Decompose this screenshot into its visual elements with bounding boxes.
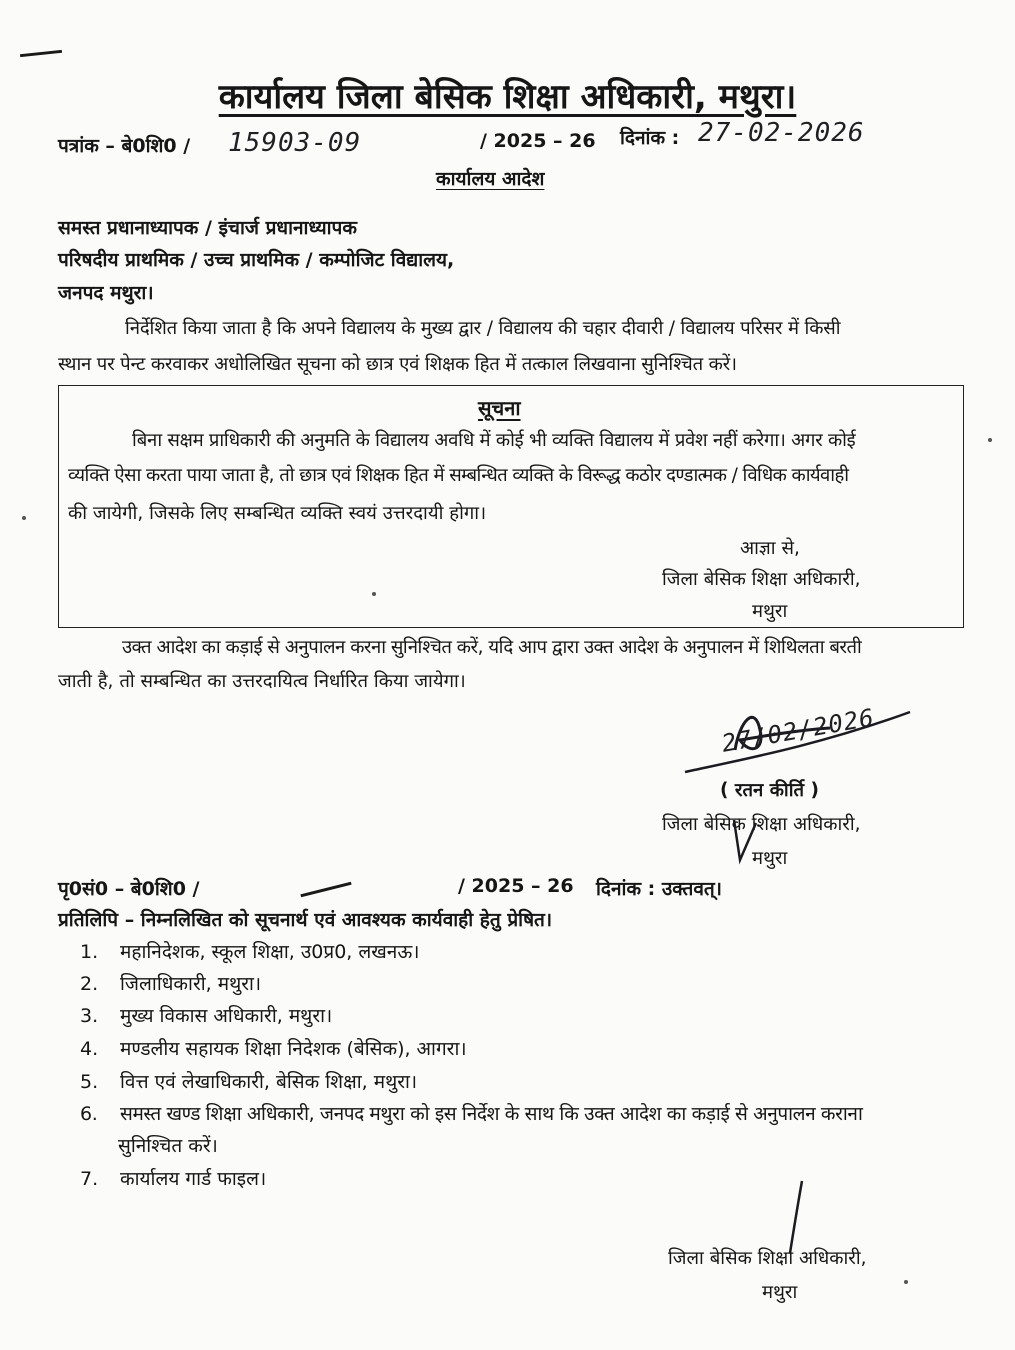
- endorsement-heading: प्रतिलिपि – निम्नलिखित को सूचनार्थ एवं आवश्यक कार्यवाही हेतु प्रेषित।: [58, 909, 553, 931]
- list-item: [80, 1035, 467, 1061]
- scan-speck: [22, 516, 26, 520]
- signatory-designation: जिला बेसिक शिक्षा अधिकारी,: [662, 814, 861, 835]
- instruction-line-2: स्थान पर पेन्ट करवाकर अधोलिखित सूचना को छात्र एवं शिक्षक हित में तत्काल लिखवाना सुनिश्चित करें।: [58, 354, 737, 375]
- office-title: कार्यालय जिला बेसिक शिक्षा अधिकारी, मथुरा।: [218, 77, 797, 117]
- list-item: [80, 1002, 332, 1028]
- notice-sign-designation: जिला बेसिक शिक्षा अधिकारी,: [662, 569, 861, 590]
- pen-mark: [20, 50, 62, 57]
- notice-sign-place: मथुरा: [752, 601, 788, 622]
- date-handwritten: 27-02-2026: [698, 118, 865, 148]
- notice-line-2: व्यक्ति ऐसा करता पाया जाता है, तो छात्र एवं शिक्षक हित में सम्बन्धित व्यक्ति के विरूद्ध कठोर दण्डात्मक / विधिक कार्यवाही: [68, 465, 849, 486]
- endorsement-session: / 2025 – 26: [458, 875, 574, 897]
- signature-handwritten-date: 27/02/2026: [719, 703, 877, 758]
- list-item-number: 6.: [80, 1103, 98, 1125]
- list-item-text: मुख्य विकास अधिकारी, मथुरा।: [120, 1005, 333, 1027]
- list-item-number: 3.: [80, 1005, 99, 1027]
- instruction-line-1: निर्देशित किया जाता है कि अपने विद्यालय के मुख्य द्वार / विद्यालय की चहार दीवारी / विद्यालय परिसर में किसी: [125, 318, 841, 339]
- list-item: [80, 938, 419, 964]
- notice-line-3: की जायेगी, जिसके लिए सम्बन्धित व्यक्ति स्वयं उत्तरदायी होगा।: [68, 503, 487, 524]
- initial-tick-mark: [722, 815, 762, 865]
- signatory-place: मथुरा: [752, 848, 788, 869]
- addressee-line-2: परिषदीय प्राथमिक / उच्च प्राथमिक / कम्पोजिट विद्यालय,: [58, 249, 455, 271]
- list-item-text: जिलाधिकारी, मथुरा।: [120, 973, 262, 995]
- signatory-name: ( रतन कीर्ति ): [720, 780, 819, 801]
- ref-label: पत्रांक – बे0शि0 /: [58, 135, 191, 157]
- list-item: [80, 1100, 862, 1126]
- list-item: [80, 1165, 266, 1191]
- compliance-line-2: जाती है, तो सम्बन्धित का उत्तरदायित्व निर्धारित किया जायेगा।: [58, 671, 466, 692]
- list-item-text: समस्त खण्ड शिक्षा अधिकारी, जनपद मथुरा को इस निर्देश के साथ कि उक्त आदेश का कड़ाई से अनुपालन कराना: [120, 1103, 863, 1125]
- addressee-line-1: समस्त प्रधानाध्यापक / इंचार्ज प्रधानाध्यापक: [58, 217, 357, 239]
- order-heading: कार्यालय आदेश: [436, 168, 545, 190]
- date-label: दिनांक :: [620, 127, 680, 149]
- list-item-text: वित्त एवं लेखाधिकारी, बेसिक शिक्षा, मथुरा।: [120, 1071, 418, 1093]
- list-item-number: 2.: [80, 973, 99, 995]
- scan-speck: [988, 438, 992, 442]
- list-item-text: मण्डलीय सहायक शिक्षा निदेशक (बेसिक), आगरा।: [120, 1038, 467, 1060]
- list-item-number: 7.: [80, 1168, 99, 1190]
- notice-heading: सूचना: [478, 396, 521, 420]
- endorsement-date: दिनांक : उक्तवत्।: [596, 878, 722, 900]
- scan-speck: [904, 1280, 908, 1284]
- list-item-continuation: सुनिश्चित करें।: [118, 1135, 218, 1157]
- list-item-number: 4.: [80, 1038, 99, 1060]
- list-item: [80, 1068, 417, 1094]
- notice-sign-order: आज्ञा से,: [740, 538, 800, 559]
- addressee-line-3: जनपद मथुरा।: [58, 282, 154, 304]
- list-item-text: कार्यालय गार्ड फाइल।: [120, 1168, 267, 1190]
- list-item: [80, 970, 261, 996]
- list-item-number: 5.: [80, 1071, 99, 1093]
- ref-number-handwritten: 15903-09: [228, 128, 362, 158]
- endorsement-pen-stroke: [300, 882, 351, 897]
- list-item-number: 1.: [80, 941, 99, 963]
- session-year: / 2025 – 26: [480, 130, 596, 152]
- compliance-line-1: उक्त आदेश का कड़ाई से अनुपालन करना सुनिश्चित करें, यदि आप द्वारा उक्त आदेश के अनुपालन में शिथिलता बरती: [122, 637, 862, 658]
- notice-line-1: बिना सक्षम प्राधिकारी की अनुमति के विद्यालय अवधि में कोई भी व्यक्ति विद्यालय में प्रवेश नहीं करेगा। अगर कोई: [132, 430, 856, 451]
- endorsement-ref-label: पृ0सं0 – बे0शि0 /: [58, 878, 200, 900]
- footer-place: मथुरा: [762, 1282, 798, 1303]
- footer-designation: जिला बेसिक शिक्षा अधिकारी,: [668, 1248, 867, 1269]
- scan-speck: [372, 592, 376, 596]
- list-item-text: महानिदेशक, स्कूल शिक्षा, उ0प्र0, लखनऊ।: [120, 941, 420, 963]
